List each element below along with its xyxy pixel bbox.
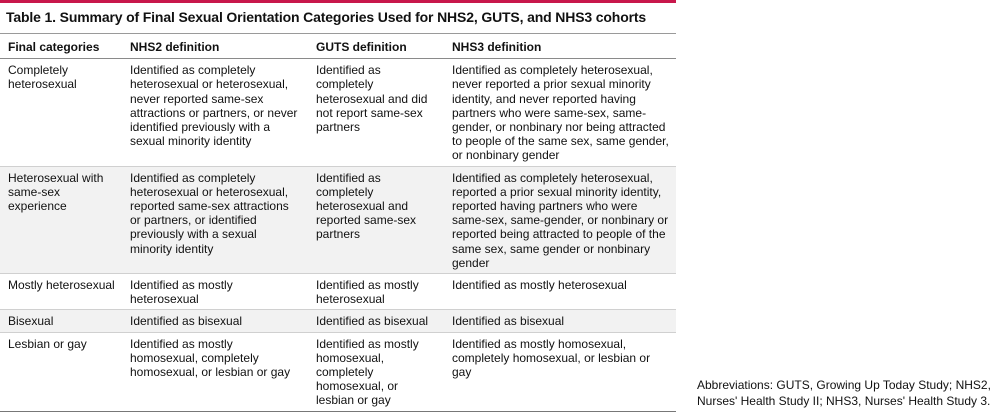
table-row bbox=[0, 59, 676, 166]
nhs3-cell: Identified as completely heterosexual, never reported a prior sexual minority identity, and never reported having partners who were same-sex, same-gender, or nonbinary nor being attracted to people of the same sex, same gender, or nonbinary gender bbox=[444, 59, 676, 166]
table-row bbox=[0, 274, 676, 310]
nhs2-cell: Identified as bisexual bbox=[122, 310, 308, 332]
orientation-table bbox=[0, 34, 676, 412]
abbreviations-note: Abbreviations: GUTS, Growing Up Today Study; NHS2, Nurses' Health Study II; NHS3, Nurses' Health Study 3. bbox=[697, 378, 991, 408]
nhs3-cell: Identified as bisexual bbox=[444, 310, 676, 332]
header-final-categories: Final categories bbox=[0, 34, 122, 59]
guts-cell: Identified as completely heterosexual and reported same-sex partners bbox=[308, 166, 444, 273]
table-title-bar bbox=[0, 0, 676, 34]
category-cell: Completely heterosexual bbox=[0, 59, 122, 166]
table-row bbox=[0, 310, 676, 332]
nhs3-cell: Identified as completely heterosexual, reported a prior sexual minority identity, reported having partners who were same-sex, same-gender, or nonbinary or reported being attracted to people of the same sex, same gender or nonbinary gender bbox=[444, 166, 676, 273]
guts-cell: Identified as mostly heterosexual bbox=[308, 274, 444, 310]
nhs3-cell: Identified as mostly homosexual, completely homosexual, or lesbian or gay bbox=[444, 332, 676, 411]
nhs2-cell: Identified as mostly homosexual, completely homosexual, or lesbian or gay bbox=[122, 332, 308, 411]
header-nhs3-definition: NHS3 definition bbox=[444, 34, 676, 59]
guts-cell: Identified as completely heterosexual and did not report same-sex partners bbox=[308, 59, 444, 166]
category-cell: Lesbian or gay bbox=[0, 332, 122, 411]
header-row bbox=[0, 34, 676, 59]
table-title: Table 1. Summary of Final Sexual Orientation Categories Used for NHS2, GUTS, and NHS3 cohorts bbox=[6, 9, 647, 25]
table-row bbox=[0, 332, 676, 411]
header-nhs2-definition: NHS2 definition bbox=[122, 34, 308, 59]
category-cell: Heterosexual with same-sex experience bbox=[0, 166, 122, 273]
header-guts-definition: GUTS definition bbox=[308, 34, 444, 59]
nhs3-cell: Identified as mostly heterosexual bbox=[444, 274, 676, 310]
nhs2-cell: Identified as completely heterosexual or heterosexual, never reported same-sex attractions or partners, or never identified previously with a sexual minority identity bbox=[122, 59, 308, 166]
nhs2-cell: Identified as completely heterosexual or heterosexual, reported same-sex attractions or partners, or identified previously with a sexual minority identity bbox=[122, 166, 308, 273]
guts-cell: Identified as mostly homosexual, completely homosexual, or lesbian or gay bbox=[308, 332, 444, 411]
guts-cell: Identified as bisexual bbox=[308, 310, 444, 332]
category-cell: Bisexual bbox=[0, 310, 122, 332]
nhs2-cell: Identified as mostly heterosexual bbox=[122, 274, 308, 310]
category-cell: Mostly heterosexual bbox=[0, 274, 122, 310]
table-row bbox=[0, 166, 676, 273]
